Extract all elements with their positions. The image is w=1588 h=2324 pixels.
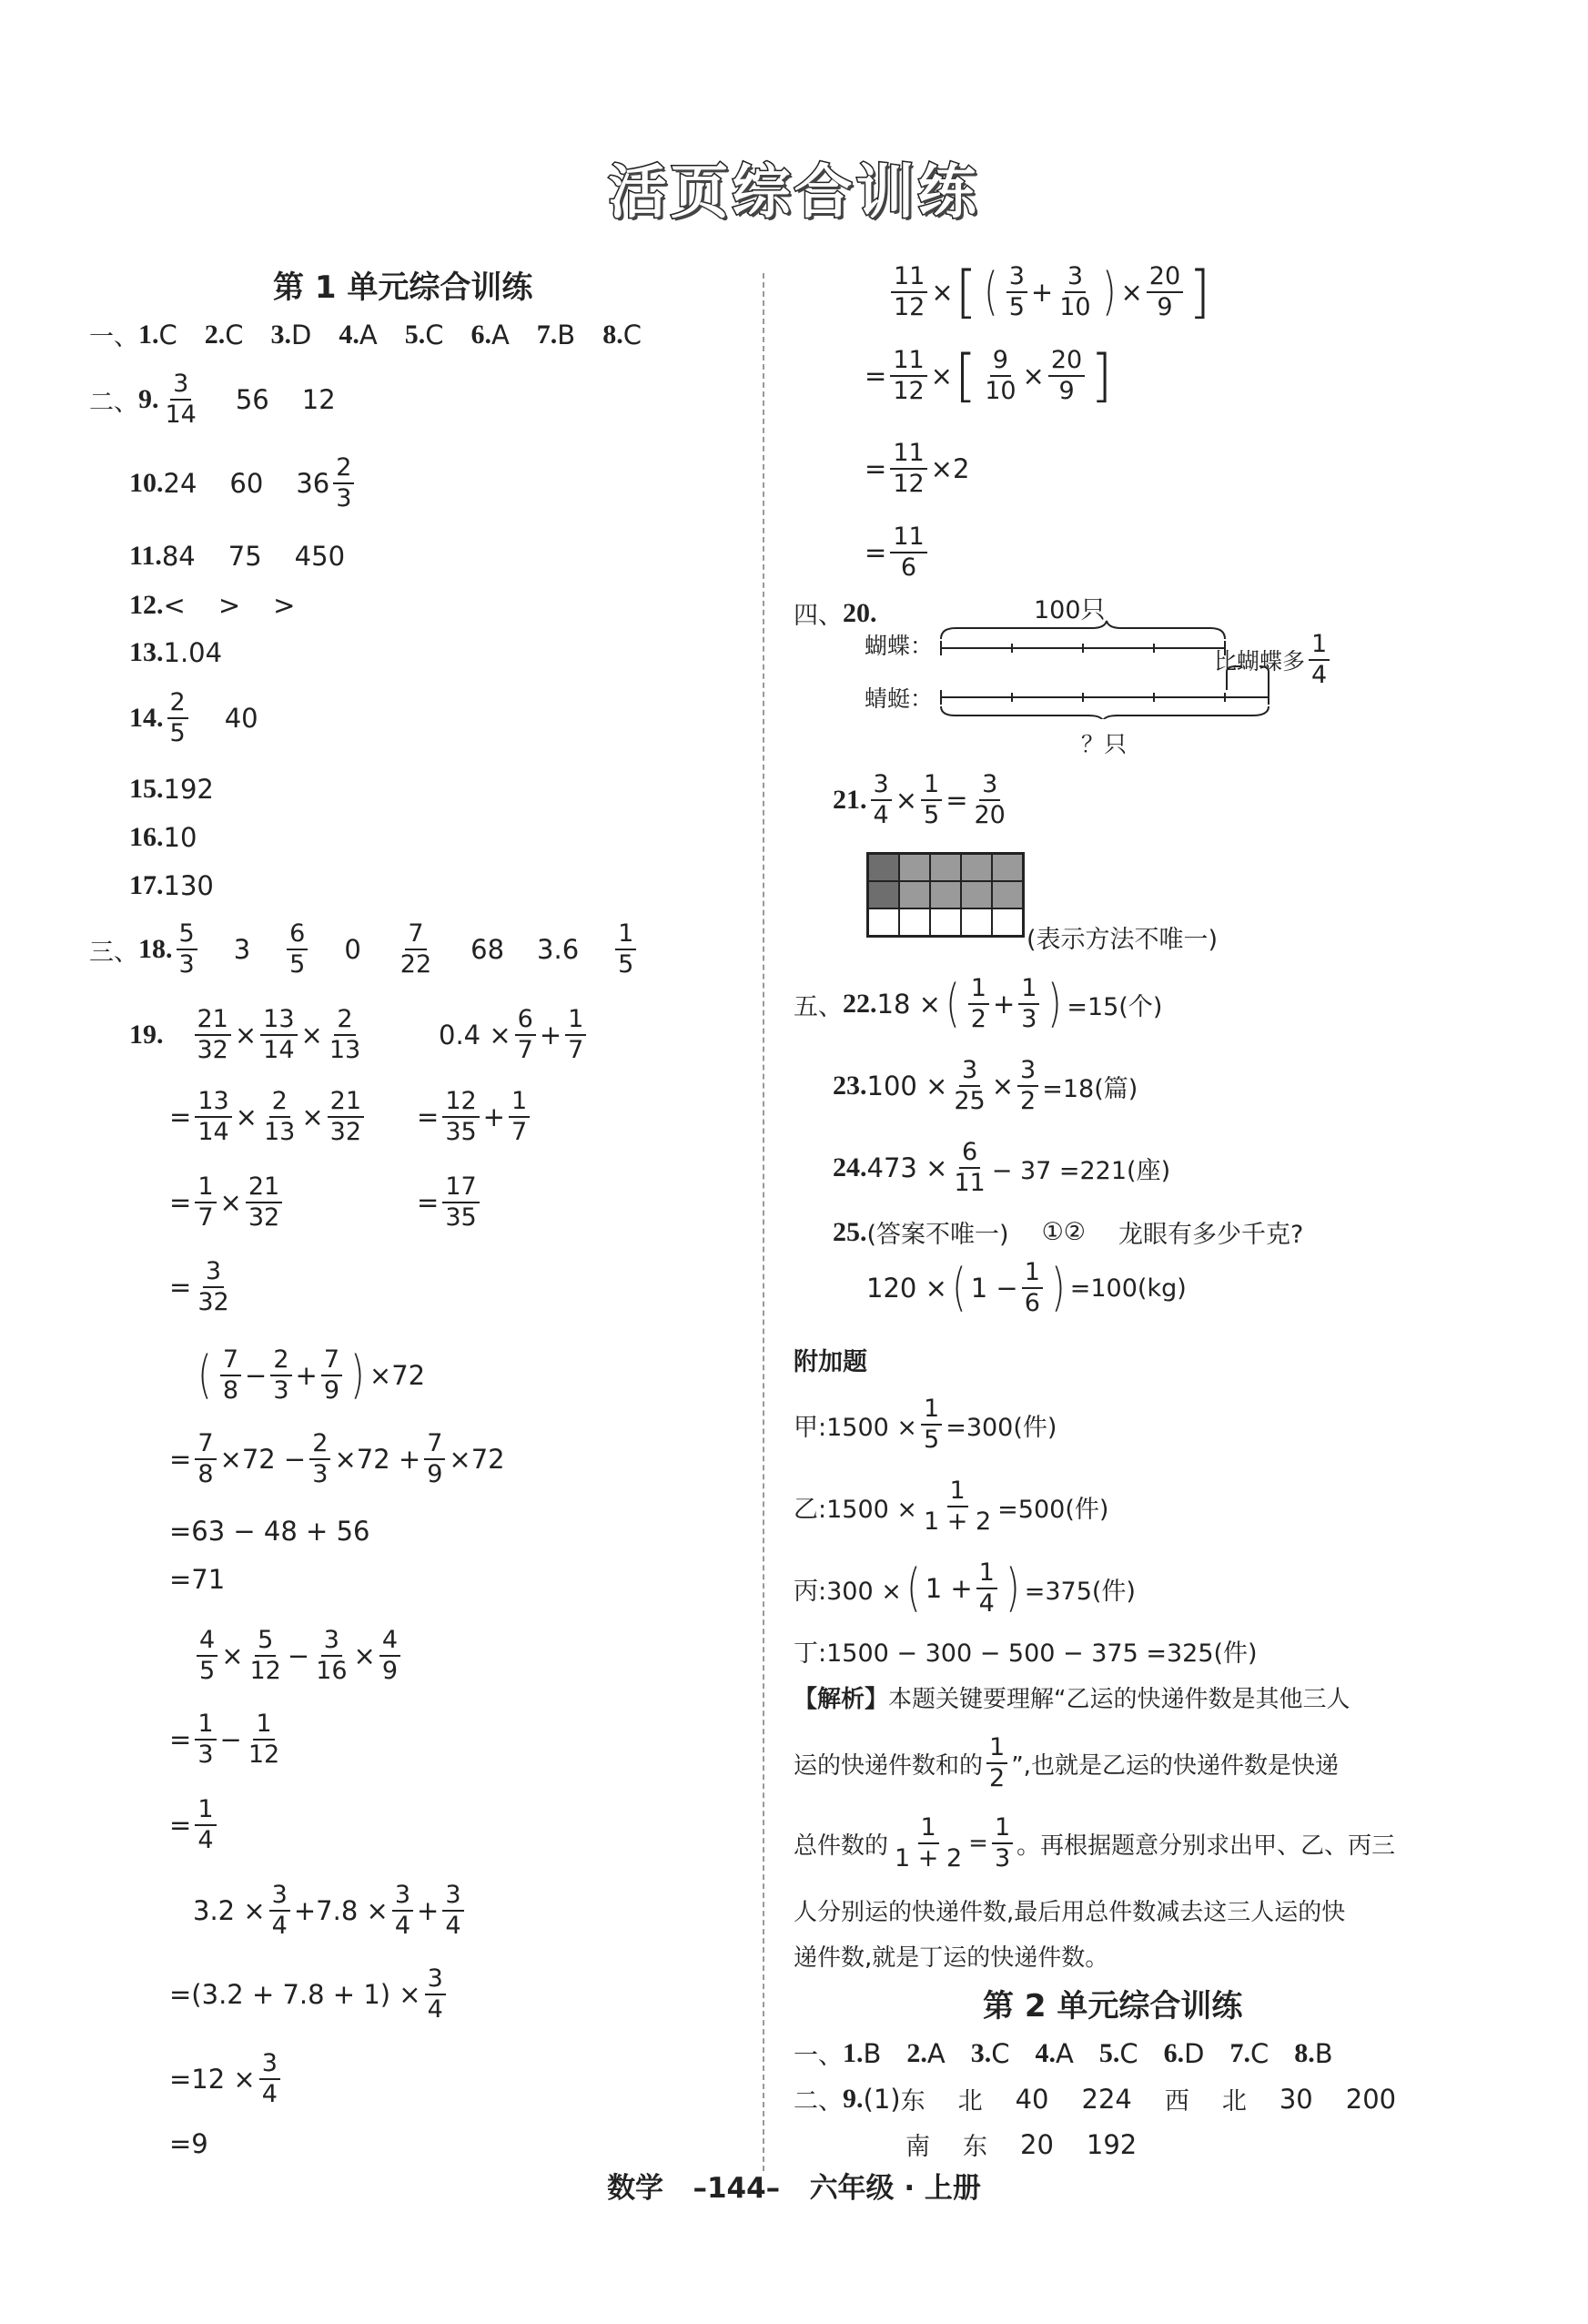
q19a-line1: 19. $\frac{21}{32}$ × $\frac{13}{14}$ × $\frac{2}{13}$ [129,1005,361,1065]
analysis-line5: 递件数,就是丁运的快递件数。 [794,1944,1109,1972]
unit2-q9-line2: 南 东 20 192 [905,2128,1138,2161]
unit1-part1: 一、 1. C 2. C 3. D 4. A 5. C 6. A 7. B 8. C [89,319,642,351]
q19e-line2: =(3.2 + 7.8 + 1) × $\frac{3}{4}$ [169,1966,450,2024]
q19c-line1: ( $\frac{7}{8}$ − $\frac{2}{3}$ + $\frac{7}{9}$ ) × 72 [197,1345,426,1406]
analysis-line4: 人分别运的快递件数,最后用总件数减去这三人运的快 [794,1899,1346,1926]
q23: 23. 100 × $\frac{3}{25}$ × $\frac{3}{2}$ =18(篇) [833,1056,1138,1116]
q19b-line3: = $\frac{17}{35}$ [417,1174,483,1232]
q22: 五、 22. 18 × ( $\frac{1}{2}$ + $\frac{1}{3}$ ) =15(个) [794,974,1163,1034]
unit2-q9-line1: 二、 9. (1) 东 北 40 224 西 北 30 200 [794,2083,1397,2116]
q13: 13. 1.04 [129,637,223,668]
q25-line1: 25. (答案不唯一) ①② 龙眼有多少千克? [833,1216,1304,1249]
q19f-line3: = $\frac{11}{12}$ × 2 [865,439,970,499]
q24: 24. 473 × $\frac{6}{11}$ − 37 =221(座) [833,1138,1171,1198]
q20-top-label: 100只 [1034,596,1106,624]
q9: 二、 9. $\frac{3}{14}$ 56 12 [89,370,336,430]
q19a-line2: = $\frac{13}{14}$ × $\frac{2}{13}$ × $\frac{21}{32}$ [169,1089,368,1146]
q20-side-label: 比蝴蝶多 $\frac{1}{4}$ [1214,632,1333,689]
q19f-line1: $\frac{11}{12}$ × [ ( $\frac{3}{5}$ + $\frac{3}{10}$ ) × $\frac{20}{9}$ ] [887,264,1212,321]
q14: 14. $\frac{2}{5}$ 40 [129,688,258,748]
page-title: 活页综合训练 [608,159,980,227]
column-divider [763,273,764,2171]
bonus-heading: 附加题 [794,1348,867,1376]
q25-line2: 120 × ( 1 − $\frac{1}{6}$ ) =100(kg) [866,1258,1187,1318]
bonus-jia: 甲:1500 × $\frac{1}{5}$ =300(件) [794,1395,1057,1455]
analysis-line3: 总件数的 $\frac{1}{1 + 2}$ = $\frac{1}{3}$ 。再根据题意分别求出甲、乙、丙三 [794,1813,1396,1873]
q19b-line1: 0.4 × $\frac{6}{7}$ + $\frac{1}{7}$ [439,1007,590,1064]
q19f-line4: = $\frac{11}{6}$ [865,524,931,582]
q19b-line2: = $\frac{12}{35}$ + $\frac{1}{7}$ [417,1089,533,1146]
q19c-line2: = $\frac{7}{8}$ × 72 − $\frac{2}{3}$ × 72 + $\frac{7}{9}$ × 72 [169,1429,505,1489]
page-number: –144– [693,2172,781,2205]
q10: 10. 24 60 36 $\frac{2}{3}$ [129,455,358,512]
q20-row-butterfly: 蝴蝶： [865,633,934,659]
q19c-line3: =63 − 48 + 56 [169,1516,370,1547]
q16: 16. 10 [129,822,197,853]
q19c-line4: =71 [169,1564,226,1595]
analysis-line1: 【解析】 本题关键要理解“乙运的快递件数是其他三人 [794,1686,1350,1713]
q19e-line3: =12 × $\frac{3}{4}$ [169,2051,284,2108]
q19a-line3: = $\frac{1}{7}$ × $\frac{21}{32}$ [169,1174,286,1232]
q11: 11. 84 75 450 [129,541,346,572]
q21-shaded-grid [866,852,1025,938]
q19e-line4: =9 [169,2128,208,2159]
q20-bottom-label: ？只 [1081,731,1128,757]
bonus-bing: 丙:300 × ( 1 + $\frac{1}{4}$ ) =375(件) [794,1558,1136,1619]
unit2-heading: 第 2 单元综合训练 [983,1988,1243,2025]
footer-subject: 数学 [607,2172,664,2205]
q19a-line4: = $\frac{3}{32}$ [169,1257,229,1317]
page-footer [0,2165,1588,2206]
q20-row-dragonfly: 蜻蜓： [865,685,934,712]
q15: 15. 192 [129,774,214,805]
bonus-ding: 丁:1500 − 300 − 500 − 375 =325(件) [794,1639,1258,1668]
q12: 12. < > > [129,590,296,621]
q20-label: 四、 20. [794,597,877,630]
footer-grade: 六年级 · 上册 [809,2172,981,2205]
unit1-heading: 第 1 单元综合训练 [273,269,533,306]
q19d-line1: $\frac{4}{5}$ × $\frac{5}{12}$ − $\frac{3}{16}$ × $\frac{4}{9}$ [193,1628,404,1685]
q21: 21. $\frac{3}{4}$ × $\frac{1}{5}$ = $\frac{3}{20}$ [833,770,1006,830]
q21-note: (表示方法不唯一) [1027,926,1219,954]
q19e-line1: 3.2 × $\frac{3}{4}$ + 7.8 × $\frac{3}{4}$ + $\frac{3}{4}$ [193,1883,468,1940]
analysis-line2: 运的快递件数和的 $\frac{1}{2}$ ”,也就是乙运的快递件数是快递 [794,1733,1339,1793]
bonus-yi: 乙:1500 × $\frac{1}{1 + 2}$ =500(件) [794,1477,1109,1537]
q17: 17. 130 [129,870,214,901]
q19d-line2: = $\frac{1}{3}$ − $\frac{1}{12}$ [169,1710,280,1770]
q18: 三、 18. $\frac{5}{3}$ 3 $\frac{6}{5}$ 0 $\frac{7}{22}$ 68 3.6 $\frac{1}{5}$ [89,921,640,979]
q19f-line2: = $\frac{11}{12}$ × [ $\frac{9}{10}$ × $\frac{20}{9}$ ] [865,342,1113,410]
q19d-line3: = $\frac{1}{4}$ [169,1797,220,1854]
unit2-part1: 一、 1. B 2. A 3. C 4. A 5. C 6. D 7. C 8. B [794,2037,1333,2070]
